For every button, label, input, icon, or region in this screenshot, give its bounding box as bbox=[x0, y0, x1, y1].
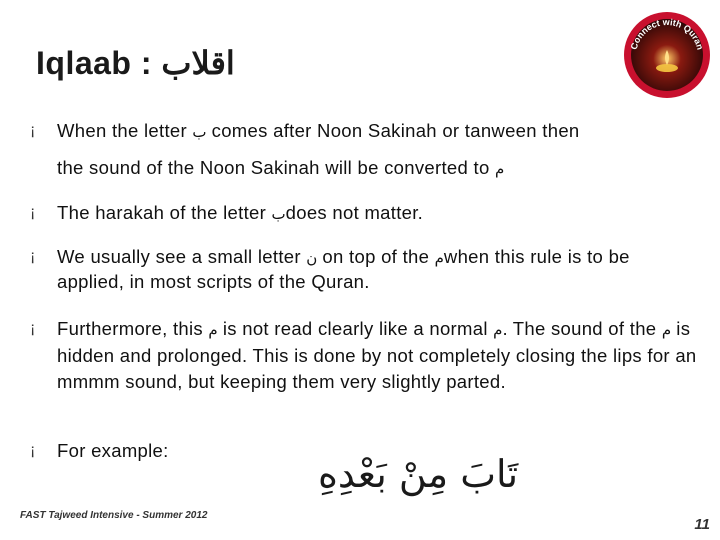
bullet-text: For example: bbox=[57, 440, 169, 461]
bullet-text: comes after Noon Sakinah or tanween then bbox=[206, 120, 580, 141]
bullet-text: does not matter. bbox=[285, 202, 424, 223]
bullet-text: . The sound of the bbox=[502, 318, 662, 339]
lamp-icon bbox=[656, 64, 678, 72]
bullet-text: on top of the bbox=[317, 246, 435, 267]
bullet-text: When the letter bbox=[57, 120, 193, 141]
arabic-letter: ن bbox=[306, 249, 318, 267]
footer-text: FAST Tajweed Intensive - Summer 2012 bbox=[20, 510, 208, 521]
arabic-letter: م bbox=[495, 160, 505, 178]
bullet-line bbox=[57, 155, 700, 182]
logo-text: Connect with Quran bbox=[628, 16, 706, 51]
bullet-mark: ¡ bbox=[30, 122, 36, 139]
connect-with-quran-logo bbox=[622, 10, 712, 100]
arabic-letter: ب bbox=[192, 123, 207, 141]
bullet-mark: ¡ bbox=[30, 248, 36, 265]
arabic-letter: م bbox=[661, 321, 672, 339]
bullet-text: the sound of the Noon Sakinah will be converted to bbox=[57, 157, 495, 178]
bullet-item bbox=[30, 200, 700, 227]
bullet-text: Furthermore, this bbox=[57, 318, 209, 339]
arabic-letter: م bbox=[493, 321, 503, 339]
bullet-text: is hidden and prolonged. This is done by not completely closing the lips for an mmmm sound, but keeping them very slightly parted. bbox=[57, 318, 697, 392]
bullet-line bbox=[57, 118, 700, 145]
example-arabic-phrase: تَابَ مِنْ بَعْدِهِ bbox=[318, 452, 519, 496]
bullet-text: is not read clearly like a normal bbox=[217, 318, 494, 339]
arabic-letter: م bbox=[208, 321, 218, 339]
bullet-mark: ¡ bbox=[30, 204, 36, 221]
slide-title: Iqlaab : اقلاب bbox=[36, 45, 235, 81]
bullet-mark: ¡ bbox=[30, 442, 36, 459]
bullet-mark: ¡ bbox=[30, 320, 36, 337]
bullet-item bbox=[30, 316, 700, 395]
page-number: 11 bbox=[694, 516, 710, 533]
arabic-letter: ب bbox=[271, 205, 286, 223]
arabic-letter: م bbox=[434, 249, 444, 267]
bullet-text: The harakah of the letter bbox=[57, 202, 272, 223]
bullet-item bbox=[30, 245, 700, 294]
bullet-text: when this rule is to be applied, in most scripts of the Quran. bbox=[57, 246, 630, 292]
bullet-text: We usually see a small letter bbox=[57, 246, 307, 267]
bullet-item bbox=[30, 118, 700, 182]
